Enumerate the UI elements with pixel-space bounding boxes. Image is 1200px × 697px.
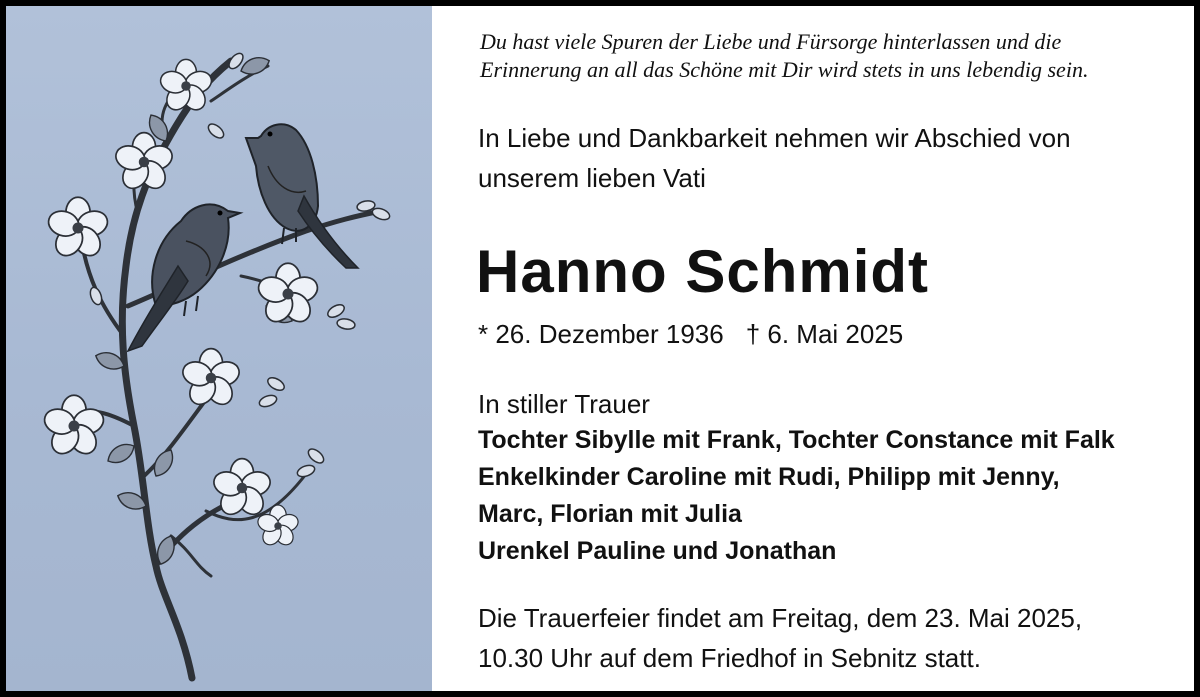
funeral-service-info xyxy=(478,598,1082,678)
mourners-line: Urenkel Pauline und Jonathan xyxy=(478,537,837,565)
deceased-name: Hanno Schmidt xyxy=(476,238,930,305)
birth-date: * 26. Dezember 1936 xyxy=(478,319,724,349)
obituary-text-panel xyxy=(432,6,1194,691)
life-dates xyxy=(478,314,903,354)
farewell-intro xyxy=(478,118,1071,198)
death-date: † 6. Mai 2025 xyxy=(745,319,904,349)
service-line: 10.30 Uhr auf dem Friedhof in Sebnitz statt. xyxy=(478,643,981,673)
quote-line: Du hast viele Spuren der Liebe und Fürsorge hinterlassen und die xyxy=(480,29,1062,54)
mourners-list xyxy=(478,422,1115,570)
mourners-line: Tochter Sibylle mit Frank, Tochter Constance mit Falk xyxy=(478,426,1115,454)
intro-line: In Liebe und Dankbarkeit nehmen wir Abschied von xyxy=(478,123,1071,153)
service-line: Die Trauerfeier findet am Freitag, dem 23. Mai 2025, xyxy=(478,603,1083,633)
mourners-line: Enkelkinder Caroline mit Rudi, Philipp mit Jenny, xyxy=(478,463,1060,491)
intro-line: unserem lieben Vati xyxy=(478,163,706,193)
bird-icon xyxy=(128,204,240,351)
mourners-line: Marc, Florian mit Julia xyxy=(478,500,742,528)
quote-line: Erinnerung an all das Schöne mit Dir wird stets in uns lebendig sein. xyxy=(480,57,1089,82)
memorial-quote xyxy=(480,28,1180,84)
illustration-panel xyxy=(6,6,432,691)
branch-with-birds-illustration xyxy=(6,6,432,691)
mourning-label: In stiller Trauer xyxy=(478,389,650,419)
